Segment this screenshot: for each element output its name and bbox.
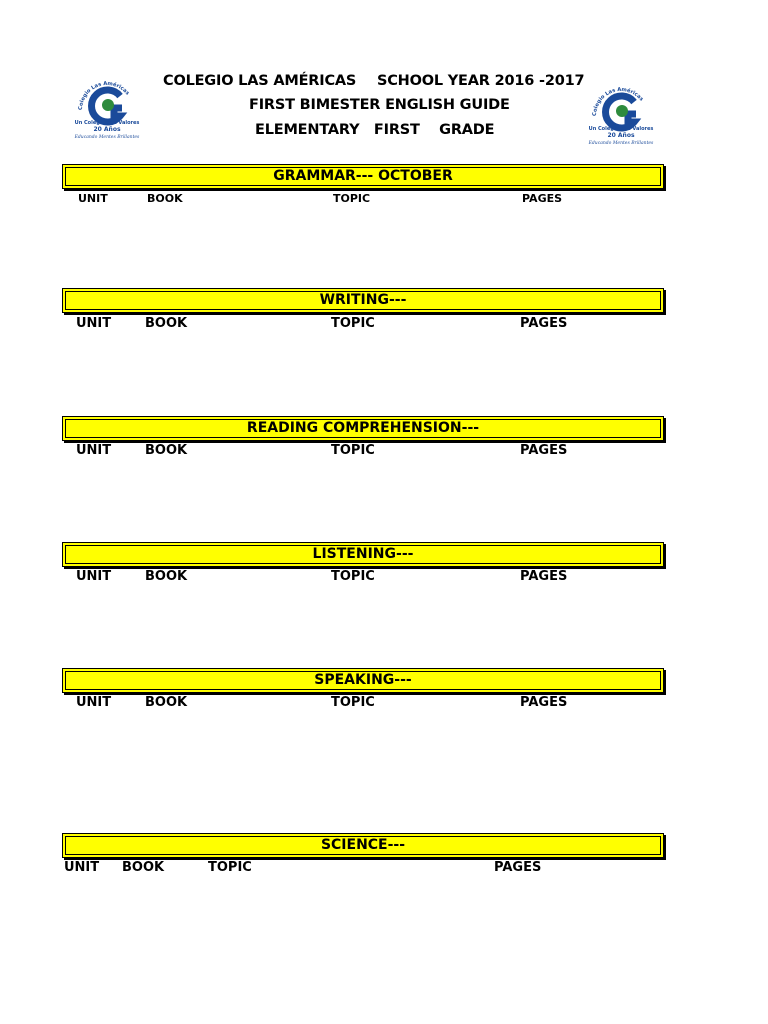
col-unit: UNIT [64,860,100,875]
col-topic: TOPIC [208,860,252,875]
col-unit: UNIT [78,192,108,205]
col-topic: TOPIC [331,695,375,710]
col-pages: PAGES [494,860,542,875]
logo-signature: Educando Mentes Brillantes [588,141,654,146]
col-topic: TOPIC [331,569,375,584]
col-pages: PAGES [520,695,568,710]
section-bar-reading [62,416,664,441]
col-pages: PAGES [520,316,568,331]
col-pages: PAGES [520,443,568,458]
school-logo-right [576,80,666,150]
col-topic: TOPIC [333,192,371,205]
col-book: BOOK [145,569,188,584]
school-logo-left [62,74,152,144]
section-bar-listening [62,542,664,567]
school-year: SCHOOL YEAR 2016 -2017 [377,73,585,89]
section-title: SCIENCE--- [320,837,406,853]
section-title: WRITING--- [319,292,407,308]
col-pages: PAGES [522,192,563,205]
col-unit: UNIT [76,695,112,710]
logo-motto: Un Colegio con Valores [74,120,140,126]
section-bar-science [62,833,664,858]
section-title: GRAMMAR--- OCTOBER [273,168,453,184]
logo-ring-text: Colegio Las Américas [77,80,131,111]
guide-title: FIRST BIMESTER ENGLISH GUIDE [249,97,510,113]
section-bar-speaking [62,668,664,693]
grade-title: ELEMENTARY FIRST GRADE [255,122,495,138]
section-bar-grammar [62,164,664,189]
col-book: BOOK [145,316,188,331]
col-topic: TOPIC [331,443,375,458]
section-bar-writing [62,288,664,313]
col-topic: TOPIC [331,316,375,331]
col-book: BOOK [122,860,165,875]
section-title: SPEAKING--- [314,672,412,688]
logo-years: 20 Años [607,132,635,139]
logo-years: 20 Años [93,126,121,133]
section-title: READING COMPREHENSION--- [246,420,480,436]
col-unit: UNIT [76,316,112,331]
col-unit: UNIT [76,443,112,458]
logo-ring-text: Colegio Las Américas [591,86,645,117]
col-book: BOOK [145,695,188,710]
col-unit: UNIT [76,569,112,584]
logo-motto: Un Colegio con Valores [588,126,654,132]
logo-signature: Educando Mentes Brillantes [74,135,140,140]
school-name: COLEGIO LAS AMÉRICAS [163,73,357,89]
section-title: LISTENING--- [312,546,414,562]
col-pages: PAGES [520,569,568,584]
col-book: BOOK [147,192,183,205]
col-book: BOOK [145,443,188,458]
